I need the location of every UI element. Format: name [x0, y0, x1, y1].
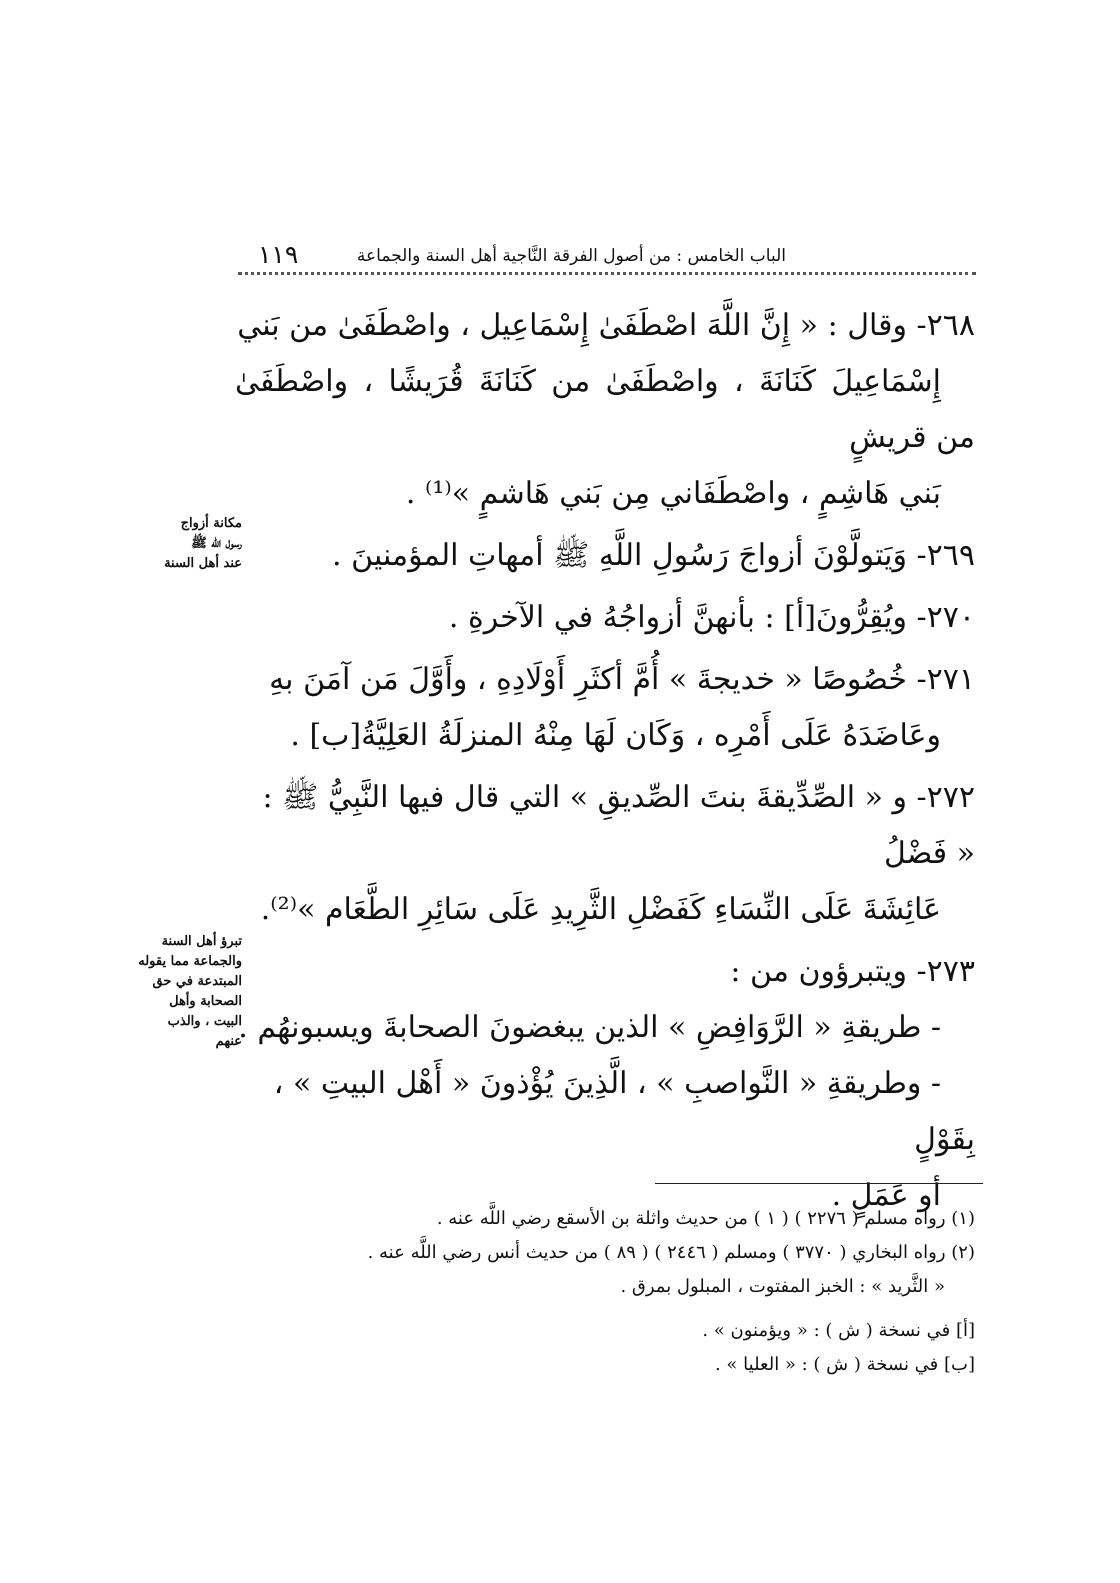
text-line: ٢٧٢- و « الصِّدِّيقةَ بنتَ الصِّديقِ » التي قال فيها النَّبِيُّ ﷺ : « فَضْلُ — [262, 780, 975, 871]
text-line: ٢٧١- خُصُوصًا « خديجةَ » أُمَّ أكثَرِ أَوْلَادِهِ ، وأَوَّلَ مَن آمَنَ بهِ — [269, 662, 975, 697]
text-line: ٢٦٨- وقال : « إِنَّ اللَّهَ اصْطَفَىٰ إِسْمَاعِيل ، واصْطَفَىٰ من بَني — [237, 308, 975, 343]
manuscript-variants — [235, 1314, 975, 1382]
paragraph-273 — [235, 944, 975, 1000]
text-line: - طريقةِ « الرَّوَافِضِ » الذين يبغضونَ الصحابةَ ويسبونهُم . — [238, 1010, 941, 1045]
text-line: ٢٦٩- وَيَتولَّوْنَ أزواجَ رَسُولِ اللَّهِ ﷺ أمهاتِ المؤمنينَ . — [332, 538, 975, 573]
text-line: بَني هَاشِمٍ ، واصْطَفَاني مِن بَني هَاشمٍ »⁽¹⁾ . — [405, 476, 941, 511]
text-line: وعَاضَدَهُ عَلَى أَمْرِه ، وَكَان لَهَا مِنْهُ المنزلَةُ العَلِيَّةُ[ب] . — [290, 718, 941, 753]
text-line: عَائِشَةَ عَلَى النِّسَاءِ كَفَضْلِ الثَّرِيدِ عَلَى سَائِرِ الطَّعَام »⁽²⁾. — [260, 892, 941, 927]
paragraph-270 — [235, 590, 975, 646]
variant-note-b: [ب] في نسخة ( ش ) : « العليا » . — [714, 1354, 975, 1375]
paragraph-269 — [235, 528, 975, 584]
paragraph-268 — [235, 298, 975, 522]
text-line: - وطريقةِ « النَّواصبِ » ، الَّذِينَ يُؤْذونَ « أَهْل البيتِ » ، بِقَوْلٍ — [273, 1066, 975, 1157]
note-line: تبرؤ أهل السنة — [161, 934, 242, 949]
variant-note-a: [أ] في نسخة ( ش ) : « ويؤمنون » . — [702, 1320, 975, 1341]
main-text — [235, 298, 975, 1224]
footnote-divider — [655, 1183, 983, 1184]
paragraph-271 — [235, 652, 975, 764]
running-header — [238, 240, 976, 276]
list-item-rawafid — [235, 1000, 975, 1056]
note-line: رسول الله ﷺ — [191, 536, 242, 551]
footnotes — [235, 1202, 975, 1382]
paragraph-272 — [235, 770, 975, 938]
header-divider — [238, 272, 976, 275]
page-number: ١١٩ — [258, 240, 299, 269]
text-line: أو عَمَلٍ . — [831, 1178, 941, 1213]
note-line: مكانة أزواج — [180, 516, 242, 531]
footnote-2-gloss: « الثَّريد » : الخبز المفتوت ، المبلول بمرق . — [620, 1276, 945, 1297]
note-line: المبتدعة في حق — [152, 974, 242, 989]
footnote-2: (٢) رواه البخاري ( ٣٧٧٠ ) ومسلم ( ٢٤٤٦ ) ( ٨٩ ) من حديث أنس رضي اللَّه عنه . — [367, 1242, 975, 1263]
text-line: ٢٧٣- ويتبرؤون من : — [730, 954, 975, 989]
note-line: البيت ، والذب — [167, 1014, 242, 1029]
list-item-nawasib — [235, 1056, 975, 1224]
text-line: إِسْمَاعِيلَ كَنَانَةَ ، واصْطَفَىٰ من كَنَانَةَ قُرَيشًا ، واصْطَفَىٰ من قريشٍ — [235, 364, 975, 455]
margin-note-wives-status — [110, 514, 242, 574]
chapter-title: الباب الخامس : من أصول الفرقة النَّاجية أهل السنة والجماعة — [356, 246, 786, 266]
note-line: الصحابة وأهل — [169, 994, 242, 1009]
text-line: ٢٧٠- ويُقِرُّونَ[أ] : بأنهنَّ أزواجُهُ في الآخرةِ . — [448, 600, 975, 635]
note-line: عنهم — [215, 1034, 242, 1049]
note-line: والجماعة مما يقوله — [138, 954, 242, 969]
footnote-1: (١) رواه مسلم ( ٢٢٧٦ ) ( ١ ) من حديث واثلة بن الأسقع رضي اللَّه عنه . — [436, 1208, 975, 1229]
margin-note-disavowal — [110, 932, 242, 1052]
note-line: عند أهل السنة — [164, 556, 242, 571]
